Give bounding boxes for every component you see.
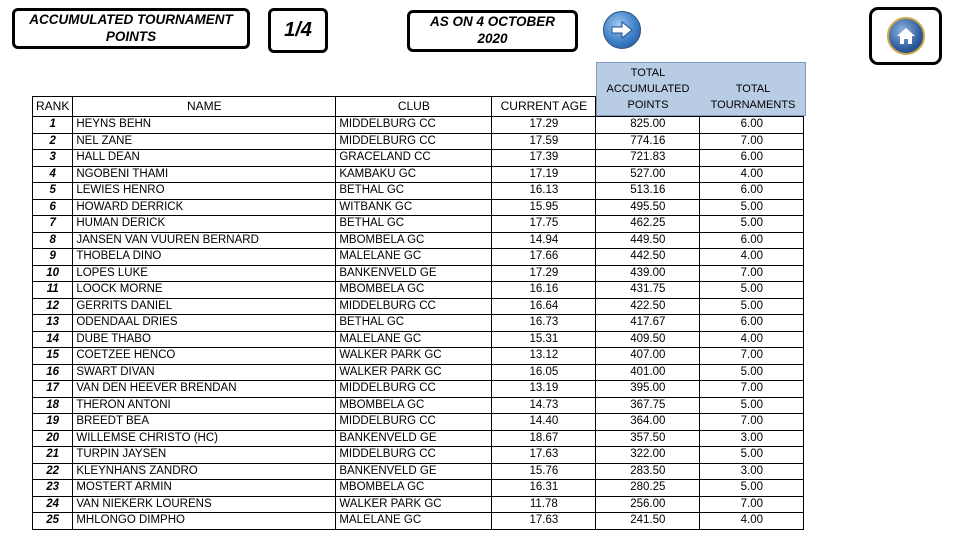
name-cell: VAN NIEKERK LOURENS [73,496,336,513]
tournaments-cell: 6.00 [700,232,804,249]
age-cell: 18.67 [492,430,596,447]
rank-cell: 2 [33,133,73,150]
table-row [33,315,804,332]
tournaments-cell: 5.00 [700,282,804,299]
club-cell: WALKER PARK GC [336,496,492,513]
name-cell: JANSEN VAN VUUREN BERNARD [73,232,336,249]
table-row [33,232,804,249]
rank-cell: 17 [33,381,73,398]
rank-cell: 4 [33,166,73,183]
club-cell: BETHAL GC [336,315,492,332]
tournaments-cell: 7.00 [700,381,804,398]
points-cell: 401.00 [596,364,700,381]
name-cell: MHLONGO DIMPHO [73,513,336,530]
points-cell: 280.25 [596,480,700,497]
points-cell: 409.50 [596,331,700,348]
points-cell: 407.00 [596,348,700,365]
table-row [33,216,804,233]
rank-cell: 21 [33,447,73,464]
name-cell: HUMAN DERICK [73,216,336,233]
tournaments-cell: 4.00 [700,249,804,266]
name-cell: DUBE THABO [73,331,336,348]
points-header-spacer [596,97,700,117]
points-cell: 241.50 [596,513,700,530]
tournaments-cell: 3.00 [700,430,804,447]
age-cell: 15.76 [492,463,596,480]
rank-cell: 16 [33,364,73,381]
age-cell: 17.63 [492,513,596,530]
club-cell: MIDDELBURG CC [336,447,492,464]
table-row [33,249,804,266]
date-banner [407,10,578,52]
rank-cell: 3 [33,150,73,167]
name-cell: LOOCK MORNE [73,282,336,299]
points-cell: 774.16 [596,133,700,150]
points-cell: 513.16 [596,183,700,200]
rank-cell: 22 [33,463,73,480]
points-cell: 442.50 [596,249,700,266]
tournaments-cell: 6.00 [700,183,804,200]
tournaments-cell: 4.00 [700,331,804,348]
tournaments-cell: 3.00 [700,463,804,480]
age-cell: 14.40 [492,414,596,431]
tournaments-cell: 4.00 [700,513,804,530]
tournaments-cell: 7.00 [700,265,804,282]
table-row [33,414,804,431]
age-cell: 16.64 [492,298,596,315]
rank-cell: 7 [33,216,73,233]
points-cell: 364.00 [596,414,700,431]
name-cell: ODENDAAL DRIES [73,315,336,332]
points-header: TOTAL ACCUMULATED POINTS [606,67,690,111]
table-row [33,513,804,530]
age-cell: 17.39 [492,150,596,167]
rank-cell: 1 [33,117,73,134]
home-icon-wrap [887,17,925,55]
age-cell: 15.95 [492,199,596,216]
club-cell: KAMBAKU GC [336,166,492,183]
table-row [33,117,804,134]
name-cell: LEWIES HENRO [73,183,336,200]
name-cell: VAN DEN HEEVER BRENDAN [73,381,336,398]
rank-cell: 24 [33,496,73,513]
home-icon [895,26,917,46]
name-cell: GERRITS DANIEL [73,298,336,315]
name-cell: MOSTERT ARMIN [73,480,336,497]
club-cell: MIDDELBURG CC [336,381,492,398]
tournaments-cell: 6.00 [700,150,804,167]
points-cell: 721.83 [596,150,700,167]
club-cell: WITBANK GC [336,199,492,216]
age-cell: 16.31 [492,480,596,497]
age-cell: 16.73 [492,315,596,332]
club-header: CLUB [336,97,492,117]
rank-cell: 23 [33,480,73,497]
club-cell: MBOMBELA GC [336,232,492,249]
date-text: AS ON 4 OCTOBER 2020 [429,14,556,46]
table-row [33,447,804,464]
points-cell: 439.00 [596,265,700,282]
age-cell: 17.29 [492,117,596,134]
club-cell: MBOMBELA GC [336,480,492,497]
rank-header: RANK [33,97,73,117]
table-row [33,166,804,183]
age-cell: 17.66 [492,249,596,266]
club-cell: BETHAL GC [336,183,492,200]
club-cell: WALKER PARK GC [336,348,492,365]
tournaments-cell: 7.00 [700,414,804,431]
arrow-right-icon [610,20,634,40]
tournaments-cell: 5.00 [700,480,804,497]
tournaments-cell: 5.00 [700,397,804,414]
table-row [33,496,804,513]
page-title [12,8,250,49]
club-cell: MIDDELBURG CC [336,414,492,431]
name-cell: HALL DEAN [73,150,336,167]
rankings-table [32,96,804,530]
age-cell: 11.78 [492,496,596,513]
age-cell: 17.63 [492,447,596,464]
club-cell: MIDDELBURG CC [336,133,492,150]
points-cell: 322.00 [596,447,700,464]
rank-cell: 13 [33,315,73,332]
table-row [33,397,804,414]
club-cell: BANKENVELD GE [336,265,492,282]
name-cell: HOWARD DERRICK [73,199,336,216]
age-cell: 14.94 [492,232,596,249]
rank-cell: 14 [33,331,73,348]
rank-cell: 5 [33,183,73,200]
age-cell: 14.73 [492,397,596,414]
name-header: NAME [73,97,336,117]
age-cell: 17.59 [492,133,596,150]
tournaments-cell: 5.00 [700,364,804,381]
name-cell: TURPIN JAYSEN [73,447,336,464]
table-header-row [33,97,804,117]
next-page-button[interactable] [603,11,641,49]
points-cell: 431.75 [596,282,700,299]
rank-cell: 15 [33,348,73,365]
points-cell: 367.75 [596,397,700,414]
tournaments-cell: 5.00 [700,447,804,464]
club-cell: MALELANE GC [336,513,492,530]
club-cell: MBOMBELA GC [336,282,492,299]
rank-cell: 12 [33,298,73,315]
tournaments-cell: 6.00 [700,117,804,134]
table-row [33,480,804,497]
name-cell: NEL ZANE [73,133,336,150]
name-cell: WILLEMSE CHRISTO (HC) [73,430,336,447]
age-cell: 13.12 [492,348,596,365]
table-row [33,381,804,398]
rank-cell: 18 [33,397,73,414]
tournaments-cell: 5.00 [700,199,804,216]
tournaments-header: TOTAL TOURNAMENTS [710,83,796,111]
club-cell: BETHAL GC [336,216,492,233]
tournaments-cell: 6.00 [700,315,804,332]
table-row [33,282,804,299]
name-cell: COETZEE HENCO [73,348,336,365]
club-cell: BANKENVELD GE [336,463,492,480]
points-cell: 417.67 [596,315,700,332]
club-cell: WALKER PARK GC [336,364,492,381]
club-cell: MIDDELBURG CC [336,298,492,315]
age-cell: 17.19 [492,166,596,183]
table-row [33,364,804,381]
table-row [33,348,804,365]
name-cell: SWART DIVAN [73,364,336,381]
table-row [33,430,804,447]
points-cell: 495.50 [596,199,700,216]
name-cell: BREEDT BEA [73,414,336,431]
rank-cell: 20 [33,430,73,447]
rank-cell: 19 [33,414,73,431]
rank-cell: 11 [33,282,73,299]
page-number: 1/4 [284,19,312,41]
age-cell: 16.05 [492,364,596,381]
points-cell: 449.50 [596,232,700,249]
points-cell: 462.25 [596,216,700,233]
table-row [33,133,804,150]
name-cell: KLEYNHANS ZANDRO [73,463,336,480]
club-cell: BANKENVELD GE [336,430,492,447]
points-cell: 357.50 [596,430,700,447]
table-row [33,463,804,480]
points-cell: 422.50 [596,298,700,315]
name-cell: THERON ANTONI [73,397,336,414]
age-cell: 17.75 [492,216,596,233]
age-cell: 15.31 [492,331,596,348]
home-button[interactable] [869,7,942,65]
tournaments-cell: 5.00 [700,298,804,315]
age-cell: 16.16 [492,282,596,299]
age-cell: 16.13 [492,183,596,200]
age-cell: 13.19 [492,381,596,398]
tournaments-cell: 4.00 [700,166,804,183]
table-row [33,199,804,216]
age-cell: 17.29 [492,265,596,282]
table-row [33,265,804,282]
rank-cell: 8 [33,232,73,249]
rank-cell: 6 [33,199,73,216]
tournaments-cell: 5.00 [700,216,804,233]
club-cell: MALELANE GC [336,249,492,266]
club-cell: GRACELAND CC [336,150,492,167]
page-indicator [268,8,328,53]
tournaments-cell: 7.00 [700,133,804,150]
points-cell: 527.00 [596,166,700,183]
tournaments-header-spacer [700,97,804,117]
points-cell: 825.00 [596,117,700,134]
name-cell: LOPES LUKE [73,265,336,282]
club-cell: MALELANE GC [336,331,492,348]
table-row [33,150,804,167]
page-title-text: ACCUMULATED TOURNAMENT POINTS [29,11,233,44]
tournaments-cell: 7.00 [700,496,804,513]
rank-cell: 25 [33,513,73,530]
tournaments-cell: 7.00 [700,348,804,365]
table-row [33,331,804,348]
table-body [33,117,804,530]
name-cell: NGOBENI THAMI [73,166,336,183]
club-cell: MIDDELBURG CC [336,117,492,134]
name-cell: HEYNS BEHN [73,117,336,134]
club-cell: MBOMBELA GC [336,397,492,414]
name-cell: THOBELA DINO [73,249,336,266]
points-cell: 283.50 [596,463,700,480]
points-cell: 395.00 [596,381,700,398]
table-row [33,298,804,315]
age-header: CURRENT AGE [492,97,596,117]
rank-cell: 9 [33,249,73,266]
table-row [33,183,804,200]
rank-cell: 10 [33,265,73,282]
points-cell: 256.00 [596,496,700,513]
